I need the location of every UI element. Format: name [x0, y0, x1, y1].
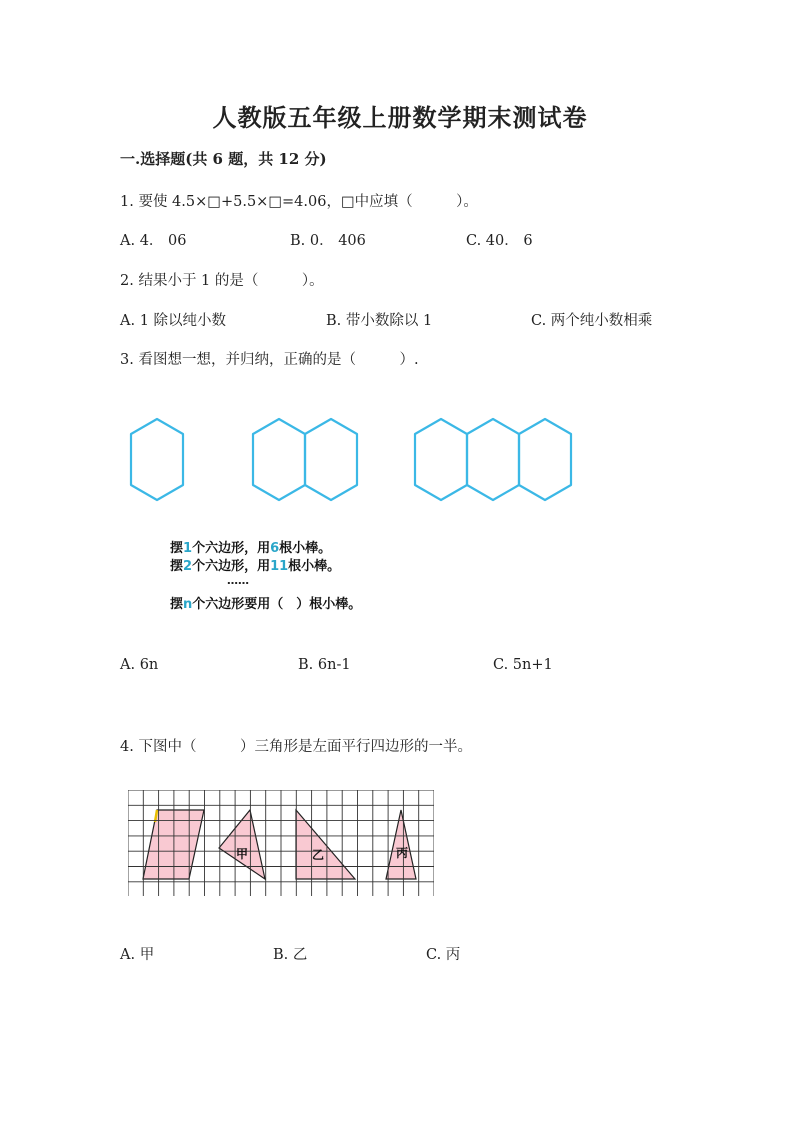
question-1-stem: 1. 要使 4.5×□+5.5×□=4.06，□中应填（ ）。 [120, 194, 478, 210]
hexagon-pair-1 [253, 419, 305, 500]
question-4-option-b: B. 乙 [273, 947, 308, 963]
figure-line-2: 摆2个六边形，用11根小棒。 [170, 559, 341, 574]
question-1-option-c: C. 40． 6 [466, 233, 533, 249]
hexagon-triple-2 [467, 419, 519, 500]
figure-line-1: 摆1个六边形，用6根小棒。 [170, 541, 332, 556]
question-3-option-c: C. 5n+1 [493, 657, 553, 673]
hexagon-triple-1 [415, 419, 467, 500]
question-1-option-a: A. 4． 06 [120, 233, 187, 249]
page-title: 人教版五年级上册数学期末测试卷 [212, 103, 588, 132]
question-2-option-c: C. 两个纯小数相乘 [531, 313, 653, 329]
hexagon-triple-3 [519, 419, 571, 500]
figure-ellipsis: …… [227, 574, 249, 587]
question-2-option-a: A. 1 除以纯小数 [120, 313, 227, 329]
question-4-option-a: A. 甲 [120, 947, 155, 963]
label-jia: 甲 [236, 847, 249, 861]
hexagon-figure [120, 410, 590, 510]
label-bing: 丙 [396, 846, 409, 860]
figure-line-3: 摆n个六边形要用（ ）根小棒。 [170, 597, 362, 612]
section-heading: 一.选择题(共 6 题，共 12 分) [120, 150, 327, 168]
question-4-stem: 4. 下图中（ ）三角形是左面平行四边形的一半。 [120, 739, 472, 755]
question-4-option-c: C. 丙 [426, 947, 461, 963]
question-1-option-b: B. 0． 406 [290, 233, 366, 249]
question-3-option-b: B. 6n-1 [298, 657, 351, 673]
question-3-stem: 3. 看图想一想，并归纳，正确的是（ ）. [120, 352, 419, 368]
hexagon-single [131, 419, 183, 500]
label-yi: 乙 [312, 848, 325, 862]
grid-figure [128, 790, 434, 896]
question-3-option-a: A. 6n [120, 657, 159, 673]
question-2-stem: 2. 结果小于 1 的是（ ）。 [120, 273, 324, 289]
hexagon-pair-2 [305, 419, 357, 500]
question-2-option-b: B. 带小数除以 1 [326, 313, 433, 329]
